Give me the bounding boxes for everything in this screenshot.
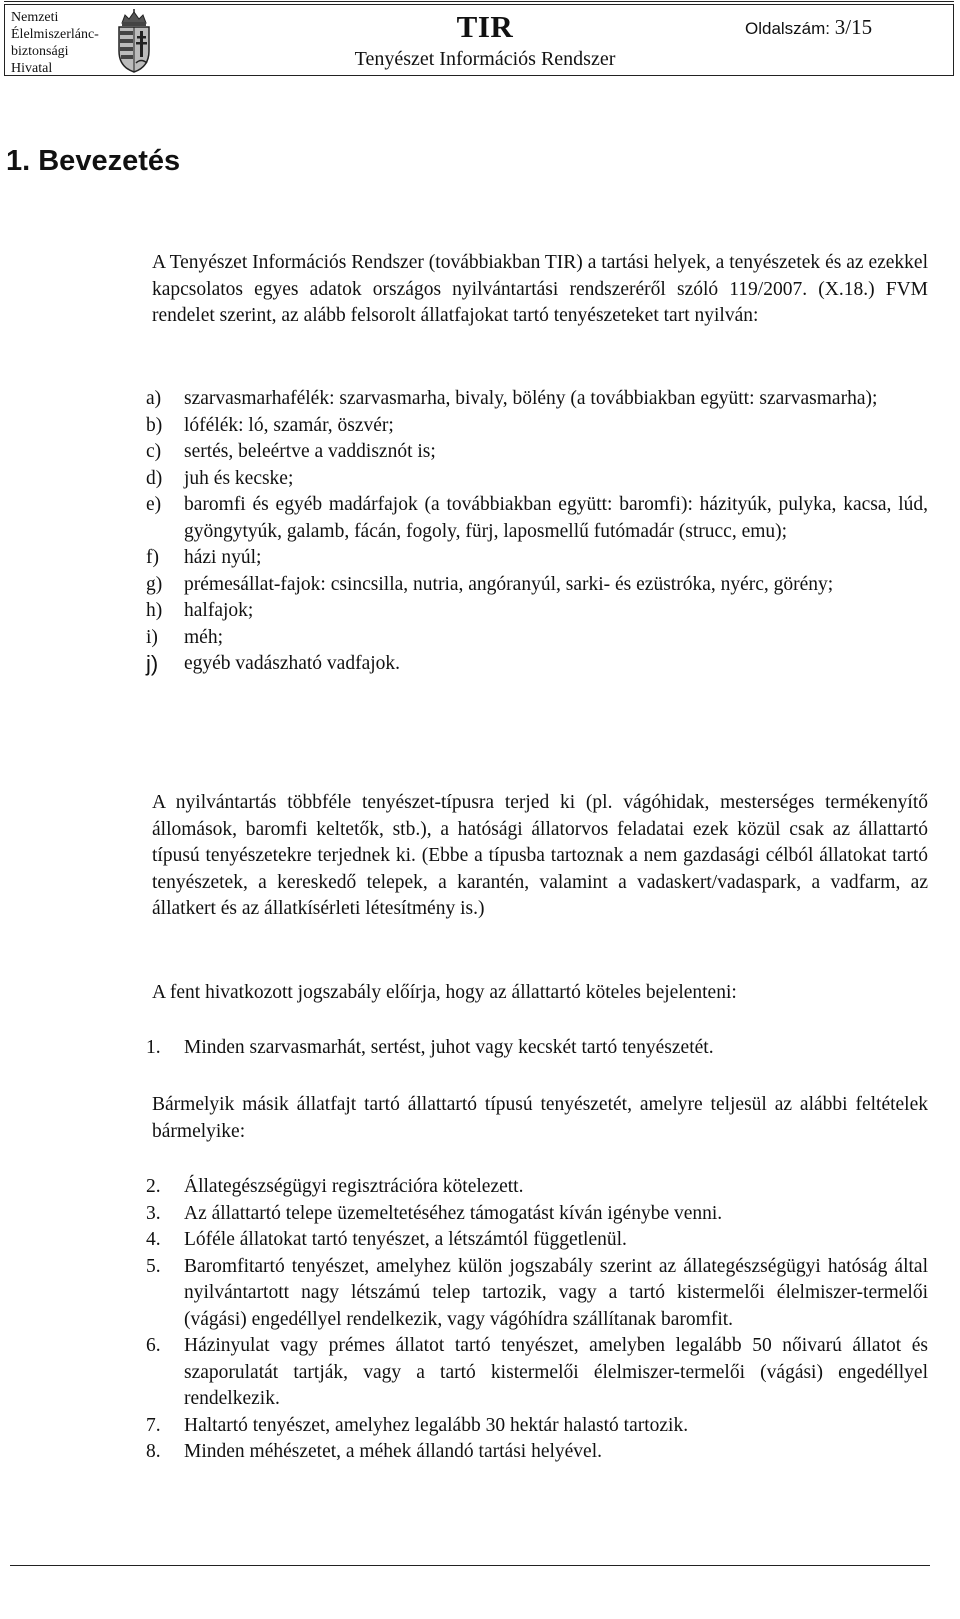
- header-subtitle: Tenyészet Információs Rendszer: [354, 48, 616, 70]
- list-item: j) egyéb vadászható vadfajok.: [146, 651, 401, 676]
- page-number-label: Oldalszám:: [745, 19, 831, 38]
- list-item: 3. Az állattartó telepe üzemeltetéséhez támogatást kíván igénybe venni.: [146, 1202, 723, 1224]
- intro-paragraph: A Tenyészet Információs Rendszer (továbbiakban TIR) a tartási helyek, a tenyészetek és az ezekkel kapcsolatos egyes adatok országos nyilvántartási rendszeréről szóló 119/2007. (X.18.) FVM rendelet szerint, az alább felsorolt állatfajokat tartó tenyészeteket tart nyilván:: [152, 252, 928, 326]
- other-species-paragraph: Bármelyik másik állatfajt tartó állattartó típusú tenyészetét, amelyre teljesül az alábbi feltételek bármelyike:: [152, 1094, 928, 1142]
- list-item: c) sertés, beleértve a vaddisznót is;: [146, 441, 436, 462]
- header-title: TIR: [456, 9, 514, 44]
- page-header: [4, 4, 954, 76]
- list-item: f) házi nyúl;: [146, 547, 262, 568]
- list-item: d) juh és kecske;: [146, 467, 294, 489]
- list-item: h) halfajok;: [146, 600, 254, 621]
- org-line: biztonsági: [11, 44, 69, 59]
- list-item: 8. Minden méhészetet, a méhek állandó tartási helyével.: [146, 1441, 603, 1462]
- org-line: Hivatal: [11, 61, 53, 76]
- obligation-paragraph: A fent hivatkozott jogszabály előírja, hogy az állattartó köteles bejelenteni:: [152, 982, 737, 1003]
- list-item: a) szarvasmarhafélék: szarvasmarha, bivaly, bölény (a továbbiakban együtt: szarvasmarha);: [146, 388, 878, 409]
- list-item: g) prémesállat-fajok: csincsilla, nutria, angóranyúl, sarki- és ezüstróka, nyérc, görény;: [146, 573, 834, 595]
- page-number-value: 3/15: [834, 15, 873, 39]
- list-item: e) baromfi és egyéb madárfajok (a továbbiakban együtt: baromfi): házityúk, pulyka, kacsa, lúd, gyöngytyúk, galamb, fácán, fogoly, fürj, laposmellű futómadár (strucc, emu);: [146, 494, 928, 542]
- conditions-list: [146, 1174, 928, 1466]
- list-item: 1. Minden szarvasmarhát, sertést, juhot vagy kecskét tartó tenyészetét.: [146, 1037, 714, 1058]
- list-item: b) lófélék: ló, szamár, öszvér;: [146, 414, 394, 436]
- list-item: i) méh;: [146, 626, 223, 648]
- list-item: 4. Lóféle állatokat tartó tenyészet, a létszámtól függetlenül.: [146, 1229, 627, 1250]
- types-paragraph: A nyilvántartás többféle tenyészet-típusra terjed ki (pl. vágóhidak, mesterséges termékenyítő állomások, baromfi keltetők, stb.), a hatósági állatorvos feladatai ezek közül csak az állattartó típusú tenyészetekre terjednek ki. (Ebbe a típusba tartoznak a nem gazdasági célból állatokat tartó tenyészetek, a kereskedő telepek, a karantén, valamint a vadaskert/vadaspark, a vadfarm, az állatkert és az állatkísérleti létesítmény is.): [152, 792, 928, 919]
- obligation-list: [146, 1035, 928, 1062]
- species-list: [146, 386, 928, 678]
- page-number: [745, 15, 872, 40]
- list-item: 2. Állategészségügyi regisztrációra kötelezett.: [146, 1176, 524, 1197]
- org-line: Nemzeti: [11, 10, 59, 25]
- header-top-rule: [4, 1, 954, 2]
- hungarian-coat-of-arms-icon: [113, 9, 155, 73]
- list-item: 5. Baromfitartó tenyészet, amelyhez külön jogszabály szerint az állategészségügyi hatóság által nyilvántartott nagy létszámú telep tartozik, vagy a tartó kistermelői élelmiszer-termelői (vágási) engedéllyel rendelkezik, vagy vágóhídra szállítanak baromfit.: [146, 1255, 928, 1330]
- org-line: Élelmiszerlánc-: [11, 27, 99, 42]
- footer-rule: [10, 1565, 930, 1566]
- list-item: 7. Haltartó tenyészet, amelyhez legalább 30 hektár halastó tartozik.: [146, 1414, 689, 1436]
- organization-name: [11, 9, 99, 77]
- section-heading: 1. Bevezetés: [6, 145, 181, 177]
- list-item: 6. Házinyulat vagy prémes állatot tartó tenyészet, amelyben legalább 50 nőivarú állatot és szaporulatát tartják, vagy a tartó kistermelői élelmiszer-termelői (vágási) engedéllyel rendelkezik.: [146, 1335, 928, 1409]
